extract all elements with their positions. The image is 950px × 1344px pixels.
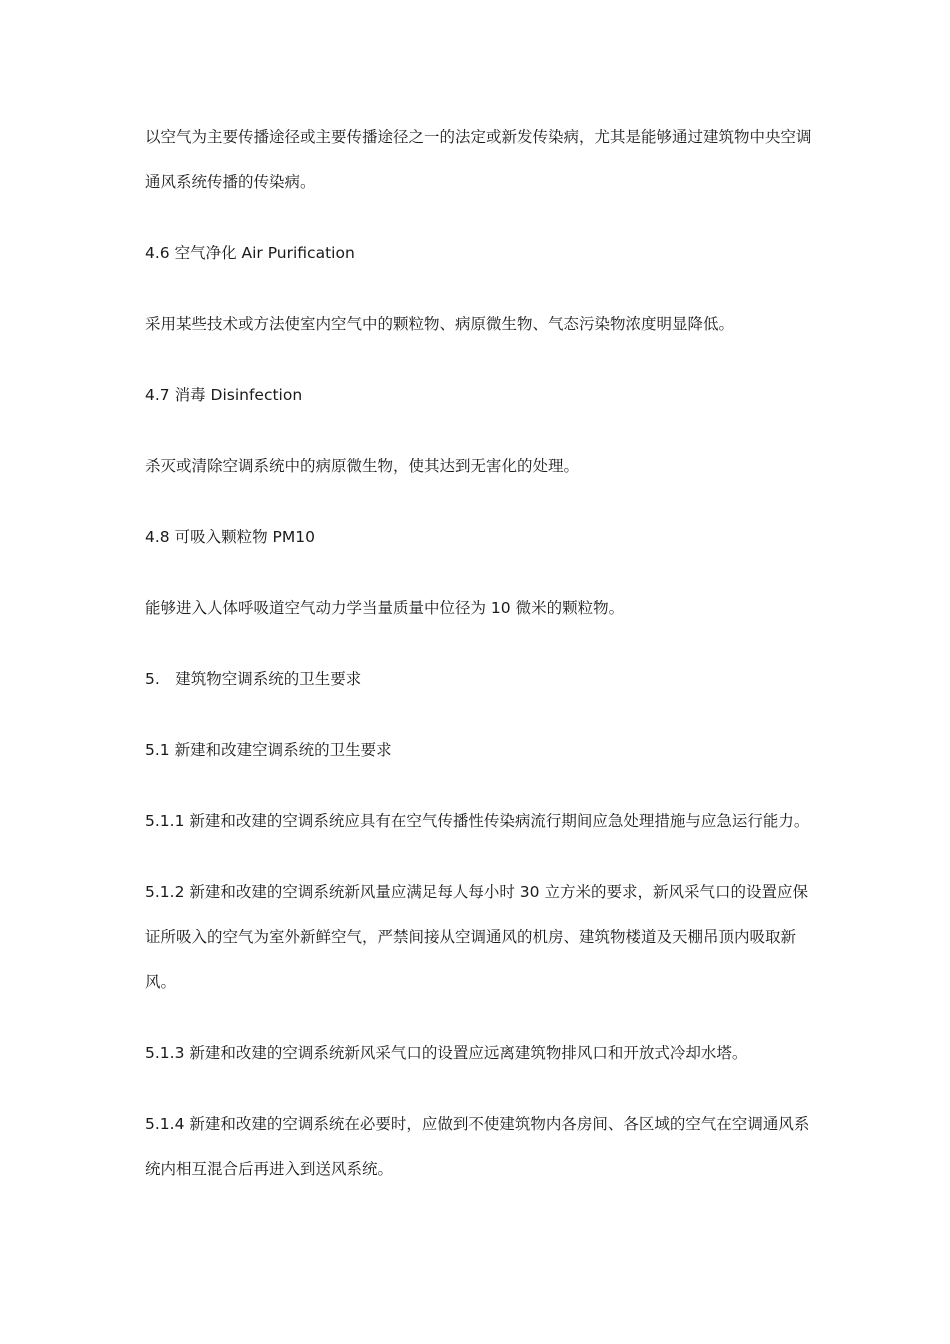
paragraph-5-1-3: 5.1.3 新建和改建的空调系统新风采气口的设置应远离建筑物排风口和开放式冷却水塔。 bbox=[145, 1044, 748, 1062]
heading-4-6-air-purification: 4.6 空气净化 Air Purification bbox=[145, 244, 355, 262]
paragraph-5-1-4: 5.1.4 新建和改建的空调系统在必要时，应做到不使建筑物内各房间、各区域的空气在空调通风系统内相互混合后再进入到送风系统。 bbox=[145, 1115, 810, 1178]
heading-4-7-disinfection: 4.7 消毒 Disinfection bbox=[145, 386, 303, 404]
heading-5-hygiene-requirements: 5. 建筑物空调系统的卫生要求 bbox=[145, 670, 362, 688]
paragraph-disease-definition: 以空气为主要传播途径或主要传播途径之一的法定或新发传染病，尤其是能够通过建筑物中央空调通风系统传播的传染病。 bbox=[145, 128, 812, 191]
heading-5-1-new-and-rebuilt: 5.1 新建和改建空调系统的卫生要求 bbox=[145, 741, 392, 759]
paragraph-pm10-definition: 能够进入人体呼吸道空气动力学当量质量中位径为 10 微米的颗粒物。 bbox=[145, 599, 625, 617]
paragraph-disinfection-definition: 杀灭或清除空调系统中的病原微生物，使其达到无害化的处理。 bbox=[145, 457, 580, 475]
paragraph-air-purification-definition: 采用某些技术或方法使室内空气中的颗粒物、病原微生物、气态污染物浓度明显降低。 bbox=[145, 315, 735, 333]
heading-4-8-pm10: 4.8 可吸入颗粒物 PM10 bbox=[145, 528, 315, 546]
document-body bbox=[145, 115, 815, 1218]
paragraph-5-1-2: 5.1.2 新建和改建的空调系统新风量应满足每人每小时 30 立方米的要求，新风采气口的设置应保证所吸入的空气为室外新鲜空气，严禁间接从空调通风的机房、建筑物楼道及天棚吊顶内吸取新风。 bbox=[145, 883, 808, 991]
paragraph-5-1-1: 5.1.1 新建和改建的空调系统应具有在空气传播性传染病流行期间应急处理措施与应急运行能力。 bbox=[145, 812, 810, 830]
